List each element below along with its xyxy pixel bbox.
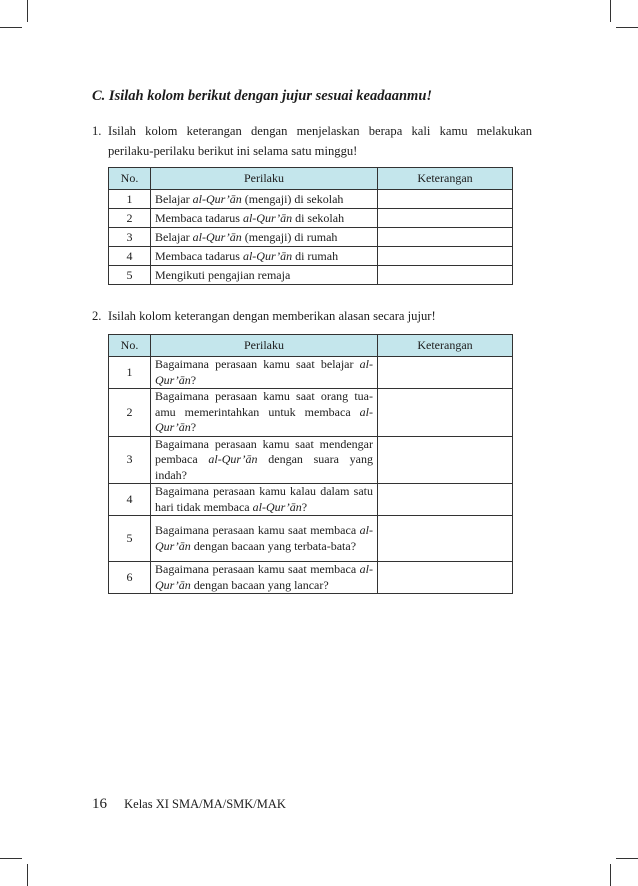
instruction-2 [92,306,532,326]
behavior-text: ? [190,420,197,434]
table-row [109,209,513,228]
page-footer [92,796,286,813]
behavior-cell [151,516,378,562]
behavior-text: dengan suara yang indah? [155,452,374,482]
behavior-term: al-Qur’ān [155,404,373,434]
table-row [109,190,513,209]
behavior-term: al-Qur’ān [208,452,258,466]
header-no: No. [109,335,151,357]
behavior-text: Bagaimana perasaan kamu saat orang tua-amu memerintahkan untuk membaca [155,389,373,419]
behavior-text: di rumah [292,249,339,263]
instruction-1 [92,121,532,161]
crop-mark [610,864,611,886]
row-number: 2 [109,209,151,228]
behavior-text: dengan bacaan yang terbata-bata? [190,538,357,553]
row-number: 2 [109,389,151,437]
note-cell[interactable] [378,209,513,228]
row-number: 4 [109,484,151,516]
row-number: 6 [109,562,151,594]
behavior-term: al-Qur’ān [155,523,373,553]
reason-table [108,334,513,594]
page-number: 16 [92,796,107,812]
behavior-text: Bagaimana perasaan kamu saat membaca [155,562,360,576]
instruction-number: 1. [92,124,102,138]
table-row [109,247,513,266]
behavior-cell [151,562,378,594]
behavior-text: Bagaimana perasaan kamu kalau dalam satu hari tidak membaca [155,484,373,514]
header-no: No. [109,168,151,190]
table-row [109,436,513,484]
behavior-text: Bagaimana perasaan kamu saat belajar [155,357,360,371]
note-cell[interactable] [378,389,513,437]
row-number: 1 [109,357,151,389]
behavior-text: (mengaji) di rumah [241,230,338,244]
behavior-cell [151,484,378,516]
behavior-term: al-Qur’ān [242,211,293,225]
table-row [109,484,513,516]
crop-mark [0,27,22,28]
note-cell[interactable] [378,436,513,484]
frequency-table [108,167,513,285]
behavior-text: dengan bacaan yang lancar? [190,577,329,592]
behavior-cell [151,247,378,266]
header-note: Keterangan [378,335,513,357]
instruction-text: Isilah kolom keterangan dengan memberikan alasan secara jujur! [108,309,436,323]
behavior-text: ? [301,499,308,514]
note-cell[interactable] [378,562,513,594]
behavior-text: Bagaimana perasaan kamu saat mendengar pembaca [155,436,373,466]
header-note: Keterangan [378,168,513,190]
table-row [109,562,513,594]
note-cell[interactable] [378,484,513,516]
crop-mark [0,858,22,859]
behavior-term: al-Qur’ān [242,249,293,263]
header-behavior: Perilaku [151,335,378,357]
note-cell[interactable] [378,516,513,562]
footer-text: Kelas XI SMA/MA/SMK/MAK [124,797,286,811]
behavior-term: al-Qur’ān [155,562,373,592]
behavior-cell [151,228,378,247]
behavior-term: al-Qur’ān [192,192,242,206]
behavior-text: ? [190,372,197,387]
behavior-cell [151,209,378,228]
instruction-number: 2. [92,309,102,323]
note-cell[interactable] [378,357,513,389]
behavior-cell [151,357,378,389]
note-cell[interactable] [378,266,513,285]
behavior-text: di sekolah [292,211,345,225]
note-cell[interactable] [378,228,513,247]
section-heading: C. Isilah kolom berikut dengan jujur sesuai keadaanmu! [92,88,433,104]
behavior-text: Mengikuti pengajian remaja [155,268,291,282]
behavior-term: al-Qur’ān [155,357,373,387]
behavior-term: al-Qur’ān [192,230,242,244]
behavior-text: (mengaji) di sekolah [241,192,344,206]
instruction-text: Isilah kolom keterangan dengan menjelaskan berapa kali kamu melakukan perilaku-perilaku berikut ini selama satu minggu! [108,124,532,158]
crop-mark [27,864,28,886]
crop-mark [27,0,28,22]
row-number: 5 [109,266,151,285]
crop-mark [610,0,611,22]
behavior-cell [151,389,378,437]
row-number: 4 [109,247,151,266]
table-row [109,228,513,247]
row-number: 1 [109,190,151,209]
behavior-text: Membaca tadarus [155,249,243,263]
row-number: 3 [109,436,151,484]
behavior-cell [151,436,378,484]
row-number: 3 [109,228,151,247]
behavior-term: al-Qur’ān [252,499,302,514]
behavior-text: Bagaimana perasaan kamu saat membaca [155,523,360,537]
table-row [109,357,513,389]
table-row [109,516,513,562]
crop-mark [616,858,638,859]
table-row [109,389,513,437]
behavior-cell [151,266,378,285]
table-header-row [109,168,513,190]
behavior-text: Belajar [155,192,193,206]
table-row [109,266,513,285]
behavior-text: Membaca tadarus [155,211,243,225]
note-cell[interactable] [378,190,513,209]
behavior-text: Belajar [155,230,193,244]
behavior-cell [151,190,378,209]
row-number: 5 [109,516,151,562]
crop-mark [616,27,638,28]
note-cell[interactable] [378,247,513,266]
table-header-row [109,335,513,357]
header-behavior: Perilaku [151,168,378,190]
